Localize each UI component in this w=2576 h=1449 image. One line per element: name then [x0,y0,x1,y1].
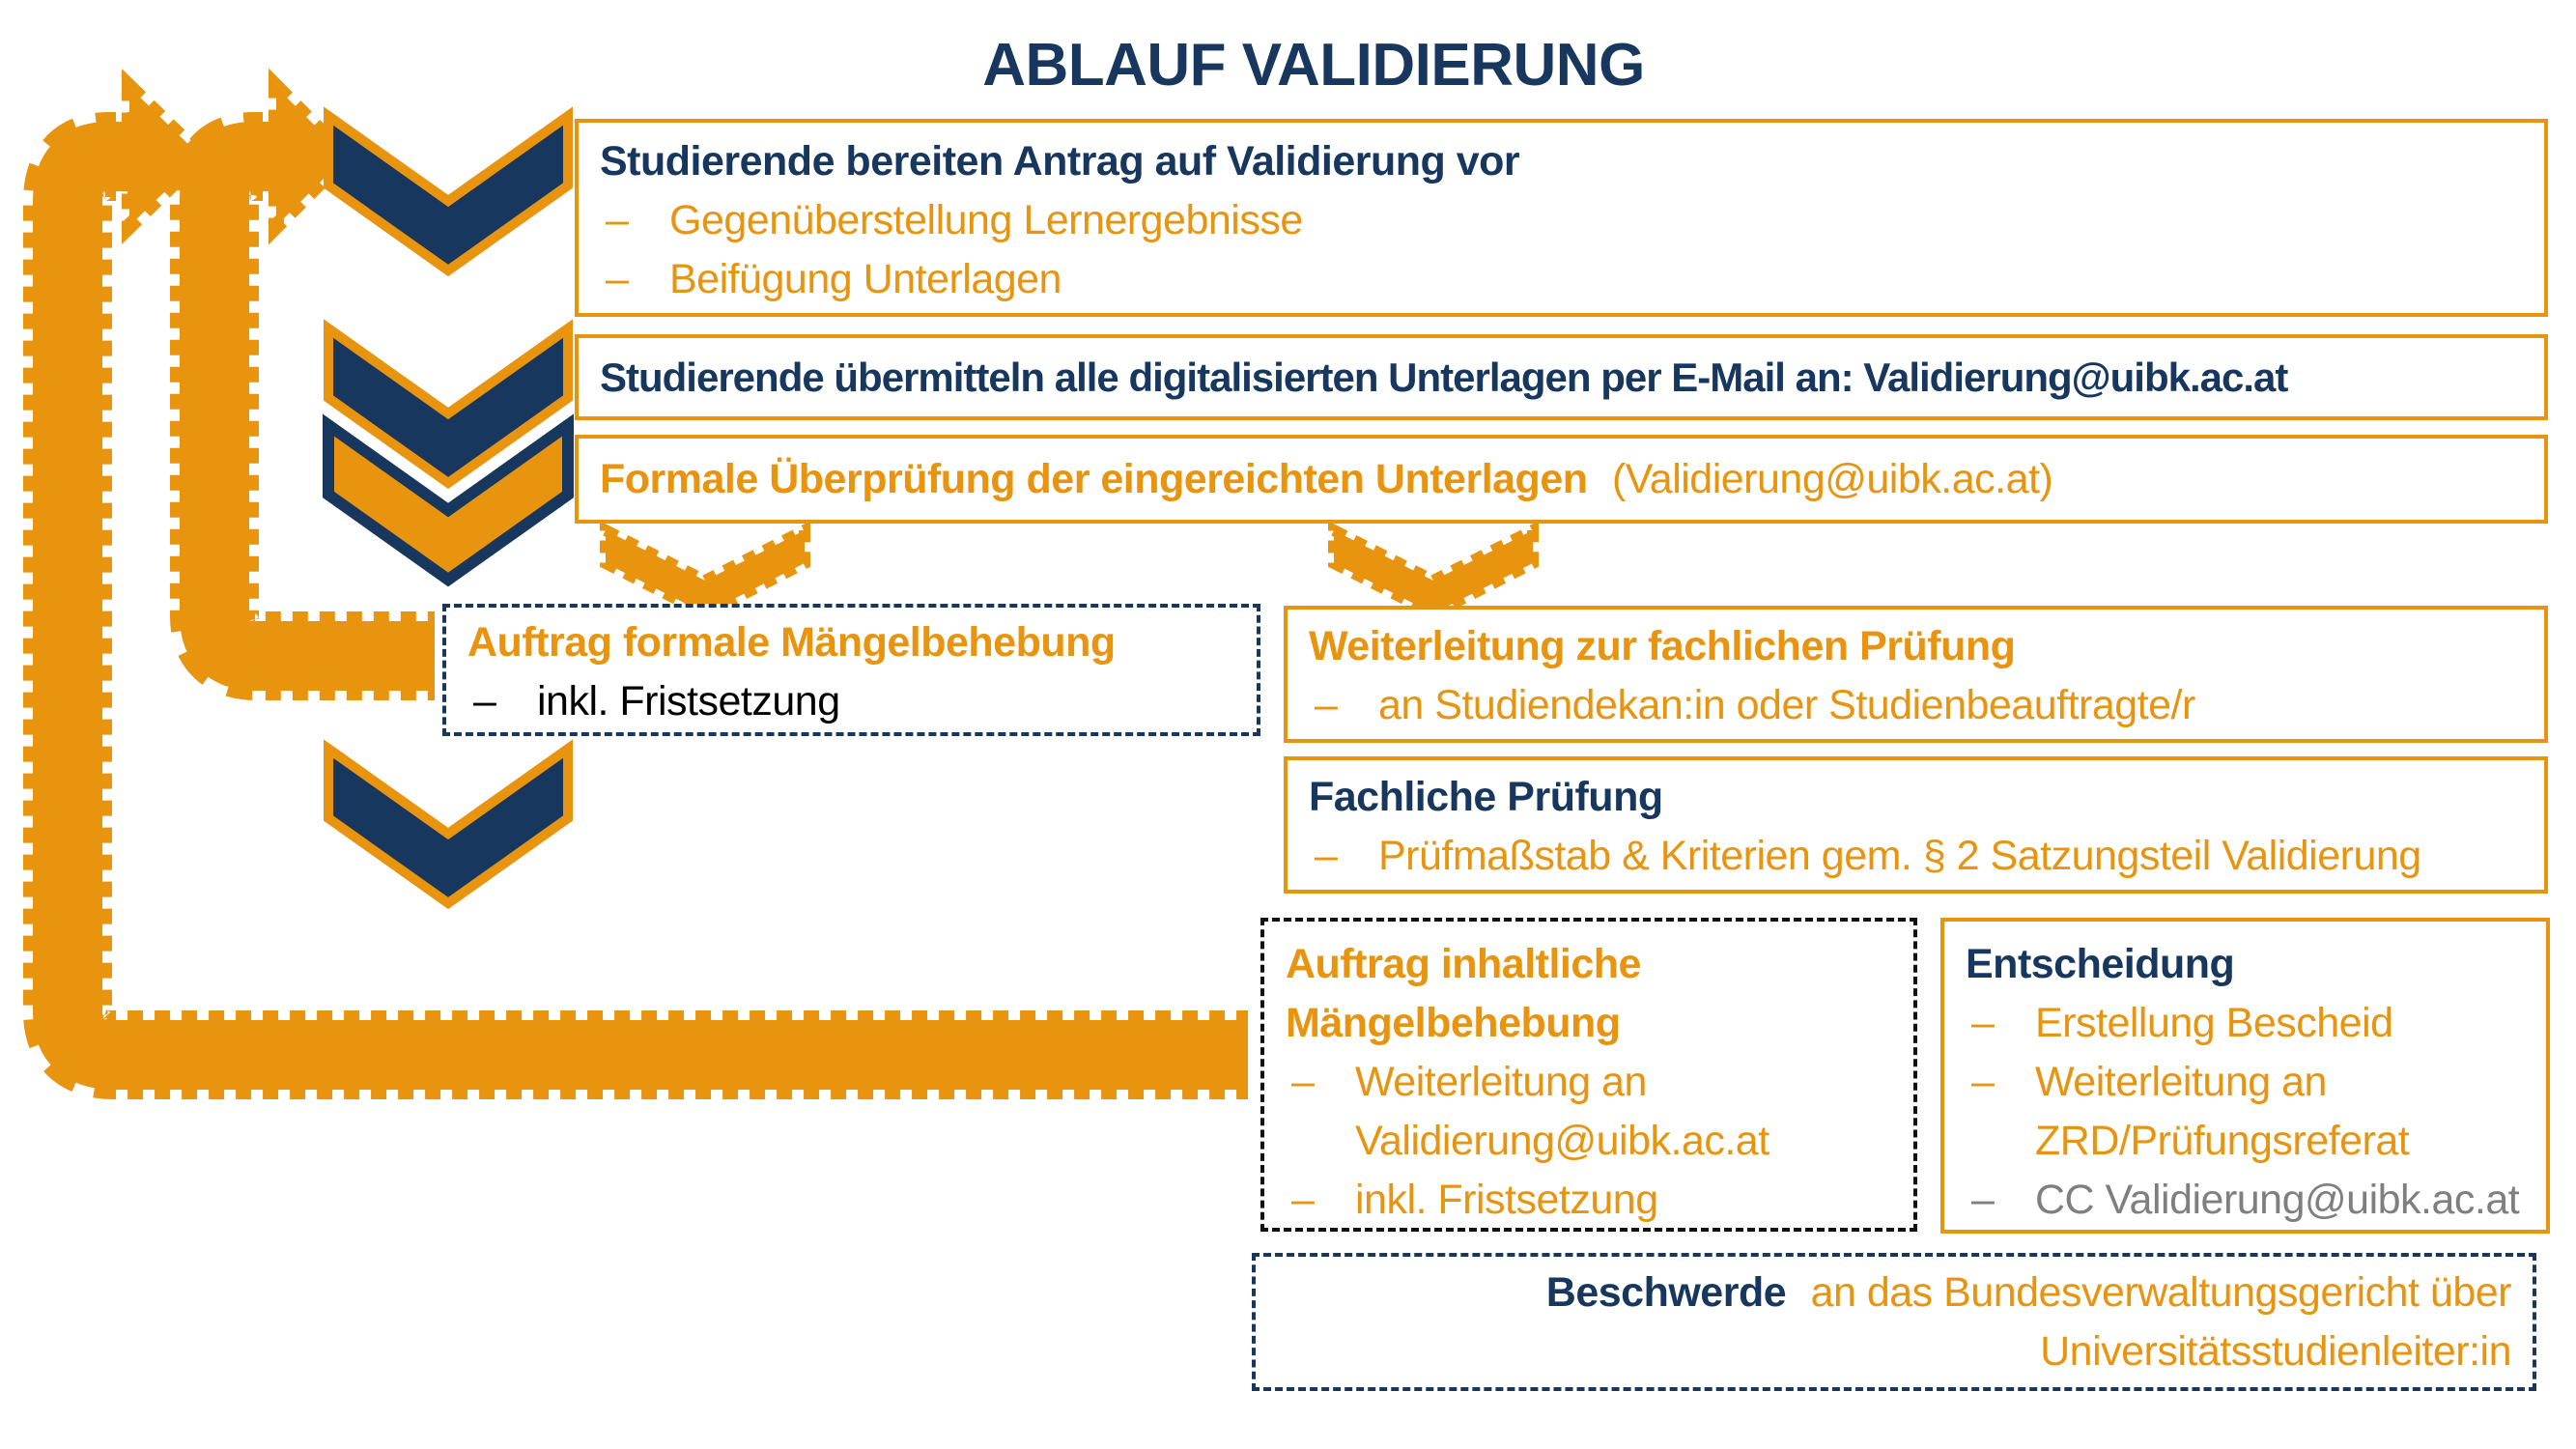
box-inhaltliche-maengelbehebung [1260,918,1917,1232]
box-formale-title: Auftrag formale Mängelbehebung [467,619,1116,666]
box-step3-formale-ueberpruefung [575,435,2548,524]
bullet-dash: – [1291,1177,1315,1223]
branch-chevron-right-icon [1334,530,1533,613]
box-step1-title: Studierende bereiten Antrag auf Validierung vor [600,138,1520,185]
box-fachlich-title: Fachliche Prüfung [1309,774,1663,820]
box-step3-line [600,450,2523,509]
bullet-text: Weiterleitung an ZRD/Prüfungsreferat [2035,1059,2410,1164]
box-weiterleitung-title: Weiterleitung zur fachlichen Prüfung [1309,623,2016,669]
bullet-dash: – [1971,1000,1995,1046]
box-inhaltlich-title: Auftrag inhaltliche Mängelbehebung [1286,941,1641,1046]
bullet-text: Erstellung Bescheid [2035,1000,2393,1046]
bullet-dash: – [1291,1059,1315,1105]
box-formale-maengelbehebung [442,604,1260,736]
bullet-item [600,250,2523,309]
chevron-down-icon-step4 [328,749,568,903]
box-step3-title: Formale Überprüfung der eingereichten Unterlagen [600,455,1588,502]
box-entscheidung-title: Entscheidung [1966,941,2235,987]
branch-chevron-left-icon [606,530,805,613]
box-entscheidung [1940,918,2550,1234]
box-beschwerde-rest: an das Bundesverwaltungsgericht über [1810,1268,2511,1316]
box-fachliche-pruefung [1284,756,2548,894]
bullet-item [1286,1053,1892,1171]
box-beschwerde-line1 [1277,1264,2511,1322]
box-step2-title: Studierende übermitteln alle digitalisierten Unterlagen per E-Mail an: Validierung@uibk.ac.at [600,355,2288,400]
box-beschwerde-line2: Universitätsstudienleiter:in [2040,1327,2511,1375]
bullet-text: Beifügung Unterlagen [669,256,1062,302]
bullet-dash: – [473,678,496,724]
bullet-text: Weiterleitung an Validierung@uibk.ac.at [1355,1059,1769,1164]
bullet-text: an Studiendekan:in oder Studienbeauftragte/r [1378,682,2195,728]
bullet-item [1309,676,2523,735]
page-title: ABLAUF VALIDIERUNG [982,32,1645,99]
bullet-item [1966,994,2525,1053]
bullet-item [1966,1171,2525,1230]
bullet-text: Gegenüberstellung Lernergebnisse [669,197,1303,243]
bullet-item [600,191,2523,250]
box-beschwerde [1252,1253,2536,1391]
bullet-dash: – [1315,682,1338,728]
box-weiterleitung-fachliche-pruefung [1284,606,2548,743]
bullet-item [467,672,1235,731]
bullet-text: inkl. Fristsetzung [537,678,840,724]
box-step2-unterlagen-uebermitteln [575,334,2548,420]
bullet-item [1309,827,2523,886]
box-beschwerde-bold: Beschwerde [1545,1268,1787,1316]
bullet-dash: – [1971,1177,1995,1223]
chevron-down-icon-step1 [328,116,568,270]
bullet-dash: – [606,197,629,243]
bullet-text: Prüfmaßstab & Kriterien gem. § 2 Satzungsteil Validierung [1378,833,2421,879]
bullet-item [1286,1171,1892,1230]
box-step1-antrag-vorbereiten [575,119,2548,317]
bullet-item [1966,1053,2525,1171]
bullet-dash: – [1315,833,1338,879]
bullet-text: CC Validierung@uibk.ac.at [2035,1177,2520,1223]
bullet-dash: – [1971,1059,1995,1105]
box-step3-note: (Validierung@uibk.ac.at) [1611,455,2053,502]
bullet-text: inkl. Fristsetzung [1355,1177,1658,1223]
bullet-dash: – [606,256,629,302]
